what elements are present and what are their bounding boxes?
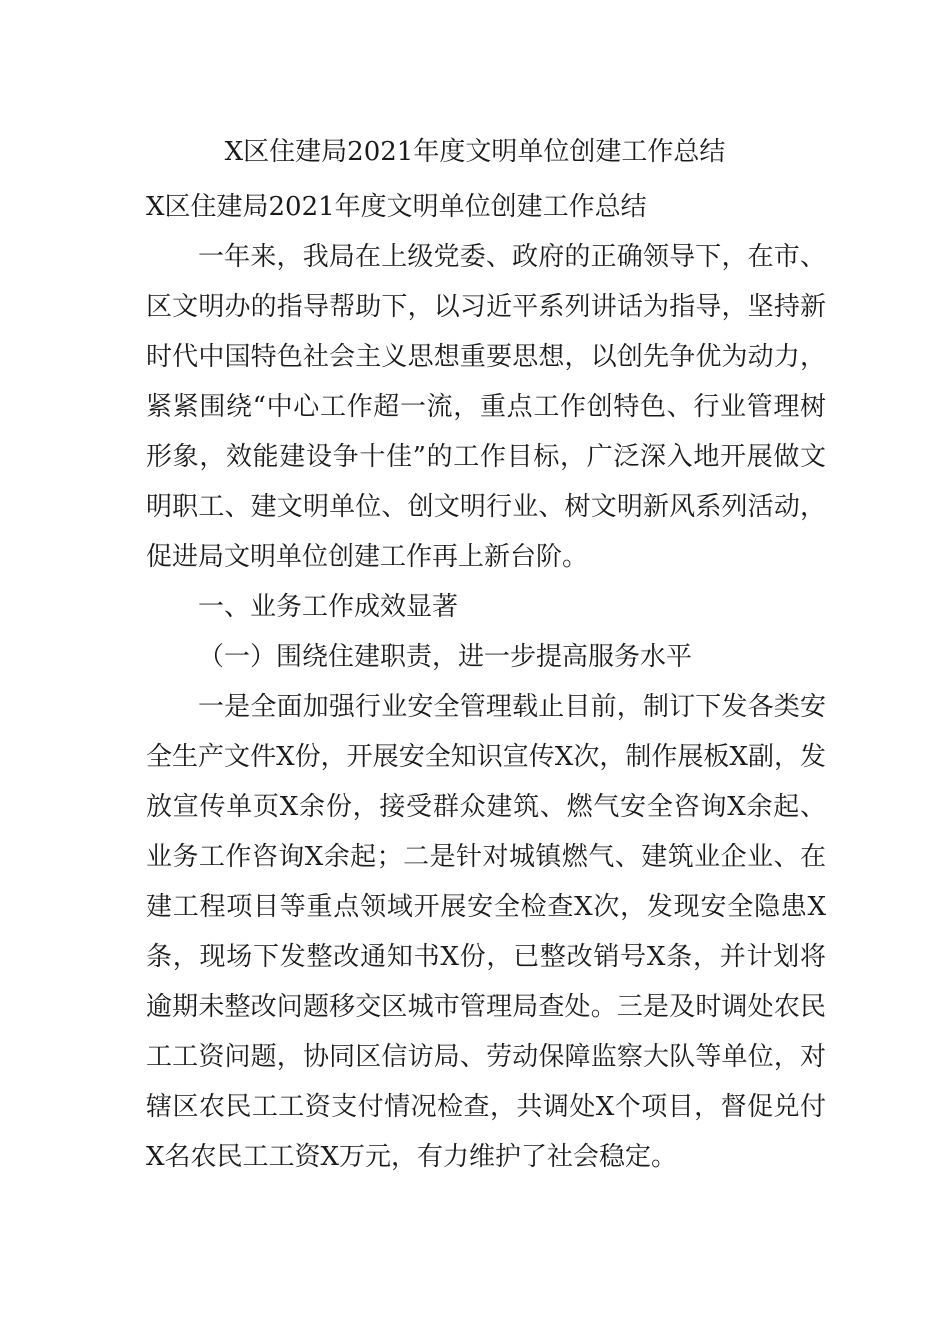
document-body [146, 182, 826, 1182]
intro-paragraph: 一年来，我局在上级党委、政府的正确领导下，在市、区文明办的指导帮助下，以习近平系列讲话为指导，坚持新时代中国特色社会主义思想重要思想，以创先争优为动力，紧紧围绕“中心工作超一流，重点工作创特色、行业管理树形象，效能建设争十佳”的工作目标，广泛深入地开展做文明职工、建文明单位、创文明行业、树文明新风系列活动，促进局文明单位创建工作再上新台阶。 [146, 242, 826, 572]
body-paragraph: 一是全面加强行业安全管理载止目前，制订下发各类安全生产文件X份，开展安全知识宣传X次，制作展板X副，发放宣传单页X余份，接受群众建筑、燃气安全咨询X余起、业务工作咨询X余起；二是针对城镇燃气、建筑业企业、在建工程项目等重点领域开展安全检查X次，发现安全隐患X条，现场下发整改通知书X份，已整改销号X条，并计划将逾期未整改问题移交区城市管理局查处。三是及时调处农民工工资问题，协同区信访局、劳动保障监察大队等单位，对辖区农民工工资支付情况检查，共调处X个项目，督促兑付X名农民工工资X万元，有力维护了社会稳定。 [146, 692, 826, 1172]
section-heading: 一、业务工作成效显著 [198, 592, 459, 622]
subsection-heading: （一）围绕住建职责，进一步提高服务水平 [198, 642, 693, 672]
document-subtitle: X区住建局2021年度文明单位创建工作总结 [146, 192, 647, 222]
document-title: X区住建局2021年度文明单位创建工作总结 [224, 137, 726, 167]
